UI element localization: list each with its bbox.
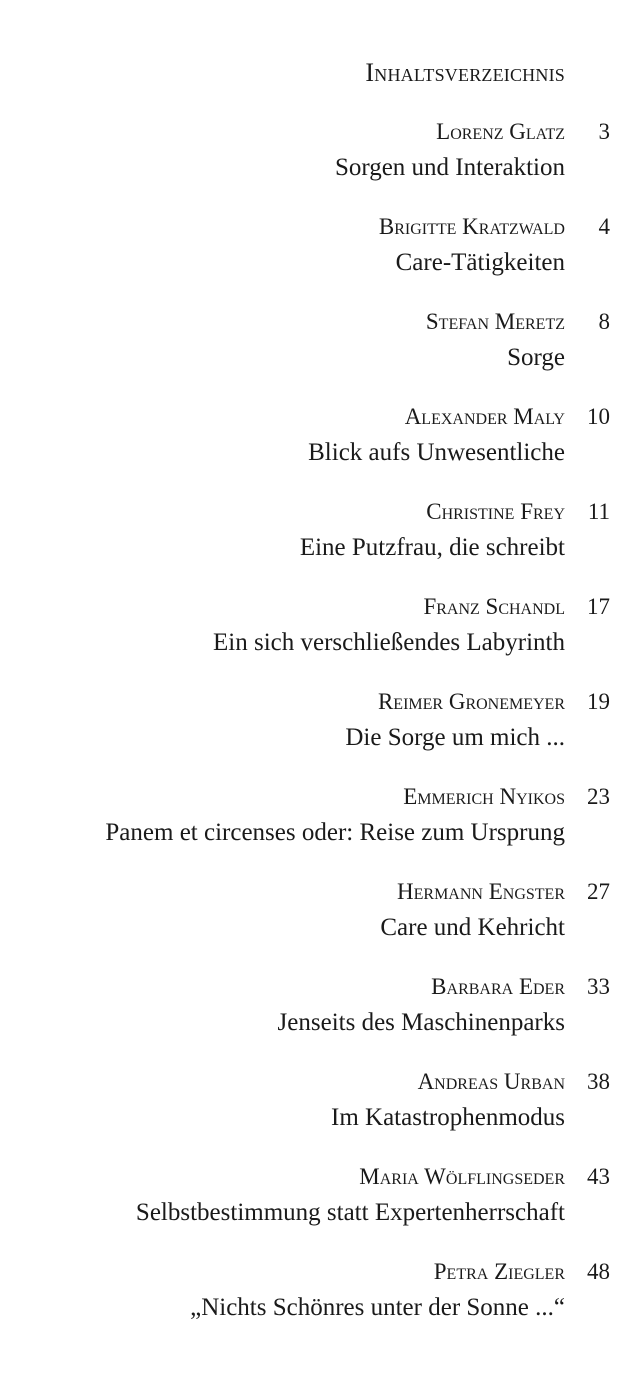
entry-page-number: 27 <box>587 879 610 904</box>
entry-author: Emmerich Nyikos <box>403 784 565 809</box>
toc-entry <box>0 402 644 497</box>
toc-entry <box>0 1257 644 1352</box>
entry-page-number: 33 <box>587 974 610 999</box>
entry-title: Blick aufs Unwesentliche <box>308 439 565 466</box>
toc-entry <box>0 687 644 782</box>
entry-page-number: 23 <box>587 784 610 809</box>
entry-title: Panem et circenses oder: Reise zum Ursprung <box>105 819 565 846</box>
toc-entry <box>0 972 644 1067</box>
entry-title: Selbstbestimmung statt Expertenherrschaft <box>135 1199 565 1226</box>
entry-title: Sorgen und Interaktion <box>334 154 565 181</box>
toc-entry <box>0 497 644 592</box>
toc-entry <box>0 1162 644 1257</box>
entry-page-number: 48 <box>587 1259 610 1284</box>
entry-author: Stefan Meretz <box>425 309 565 334</box>
toc-entry <box>0 1067 644 1162</box>
entry-page-number: 11 <box>587 499 610 524</box>
entry-page-number: 17 <box>587 594 610 619</box>
entry-author: Christine Frey <box>426 499 565 524</box>
entry-title: Ein sich verschließendes Labyrinth <box>213 629 565 656</box>
toc-entry <box>0 782 644 877</box>
entry-author: Barbara Eder <box>431 974 565 999</box>
entry-title: Jenseits des Maschinenparks <box>277 1009 565 1036</box>
entry-author: Brigitte Kratzwald <box>378 214 565 239</box>
toc-entry <box>0 212 644 307</box>
toc-entry <box>0 877 644 972</box>
entry-title: „Nichts Schönres unter der Sonne ...“ <box>190 1294 565 1321</box>
toc-entry <box>0 117 644 212</box>
entry-title: Eine Putzfrau, die schreibt <box>299 534 565 561</box>
entry-author: Hermann Engster <box>397 879 565 904</box>
entry-author: Franz Schandl <box>423 594 565 619</box>
entry-author: Lorenz Glatz <box>436 119 565 144</box>
entry-title: Sorge <box>507 344 565 371</box>
page-title: Inhaltsverzeichnis <box>365 58 565 87</box>
entry-title: Die Sorge um mich ... <box>345 724 565 751</box>
entry-page-number: 43 <box>587 1164 610 1189</box>
entry-page-number: 4 <box>598 214 610 239</box>
toc-entry <box>0 307 644 402</box>
entry-author: Petra Ziegler <box>433 1259 565 1284</box>
entry-title: Im Katastrophenmodus <box>331 1104 565 1131</box>
entry-page-number: 3 <box>598 119 610 144</box>
entry-author: Andreas Urban <box>417 1069 565 1094</box>
entry-page-number: 38 <box>587 1069 610 1094</box>
entry-page-number: 8 <box>598 309 610 334</box>
entry-author: Reimer Gronemeyer <box>377 689 565 714</box>
entry-page-number: 10 <box>587 404 610 429</box>
entry-author: Alexander Maly <box>404 404 565 429</box>
entry-title: Care und Kehricht <box>380 914 565 941</box>
entry-page-number: 19 <box>587 689 610 714</box>
entry-title: Care-Tätigkeiten <box>395 249 565 276</box>
toc-entry <box>0 592 644 687</box>
toc-list <box>0 117 644 1352</box>
entry-author: Maria Wölflingseder <box>359 1164 565 1189</box>
